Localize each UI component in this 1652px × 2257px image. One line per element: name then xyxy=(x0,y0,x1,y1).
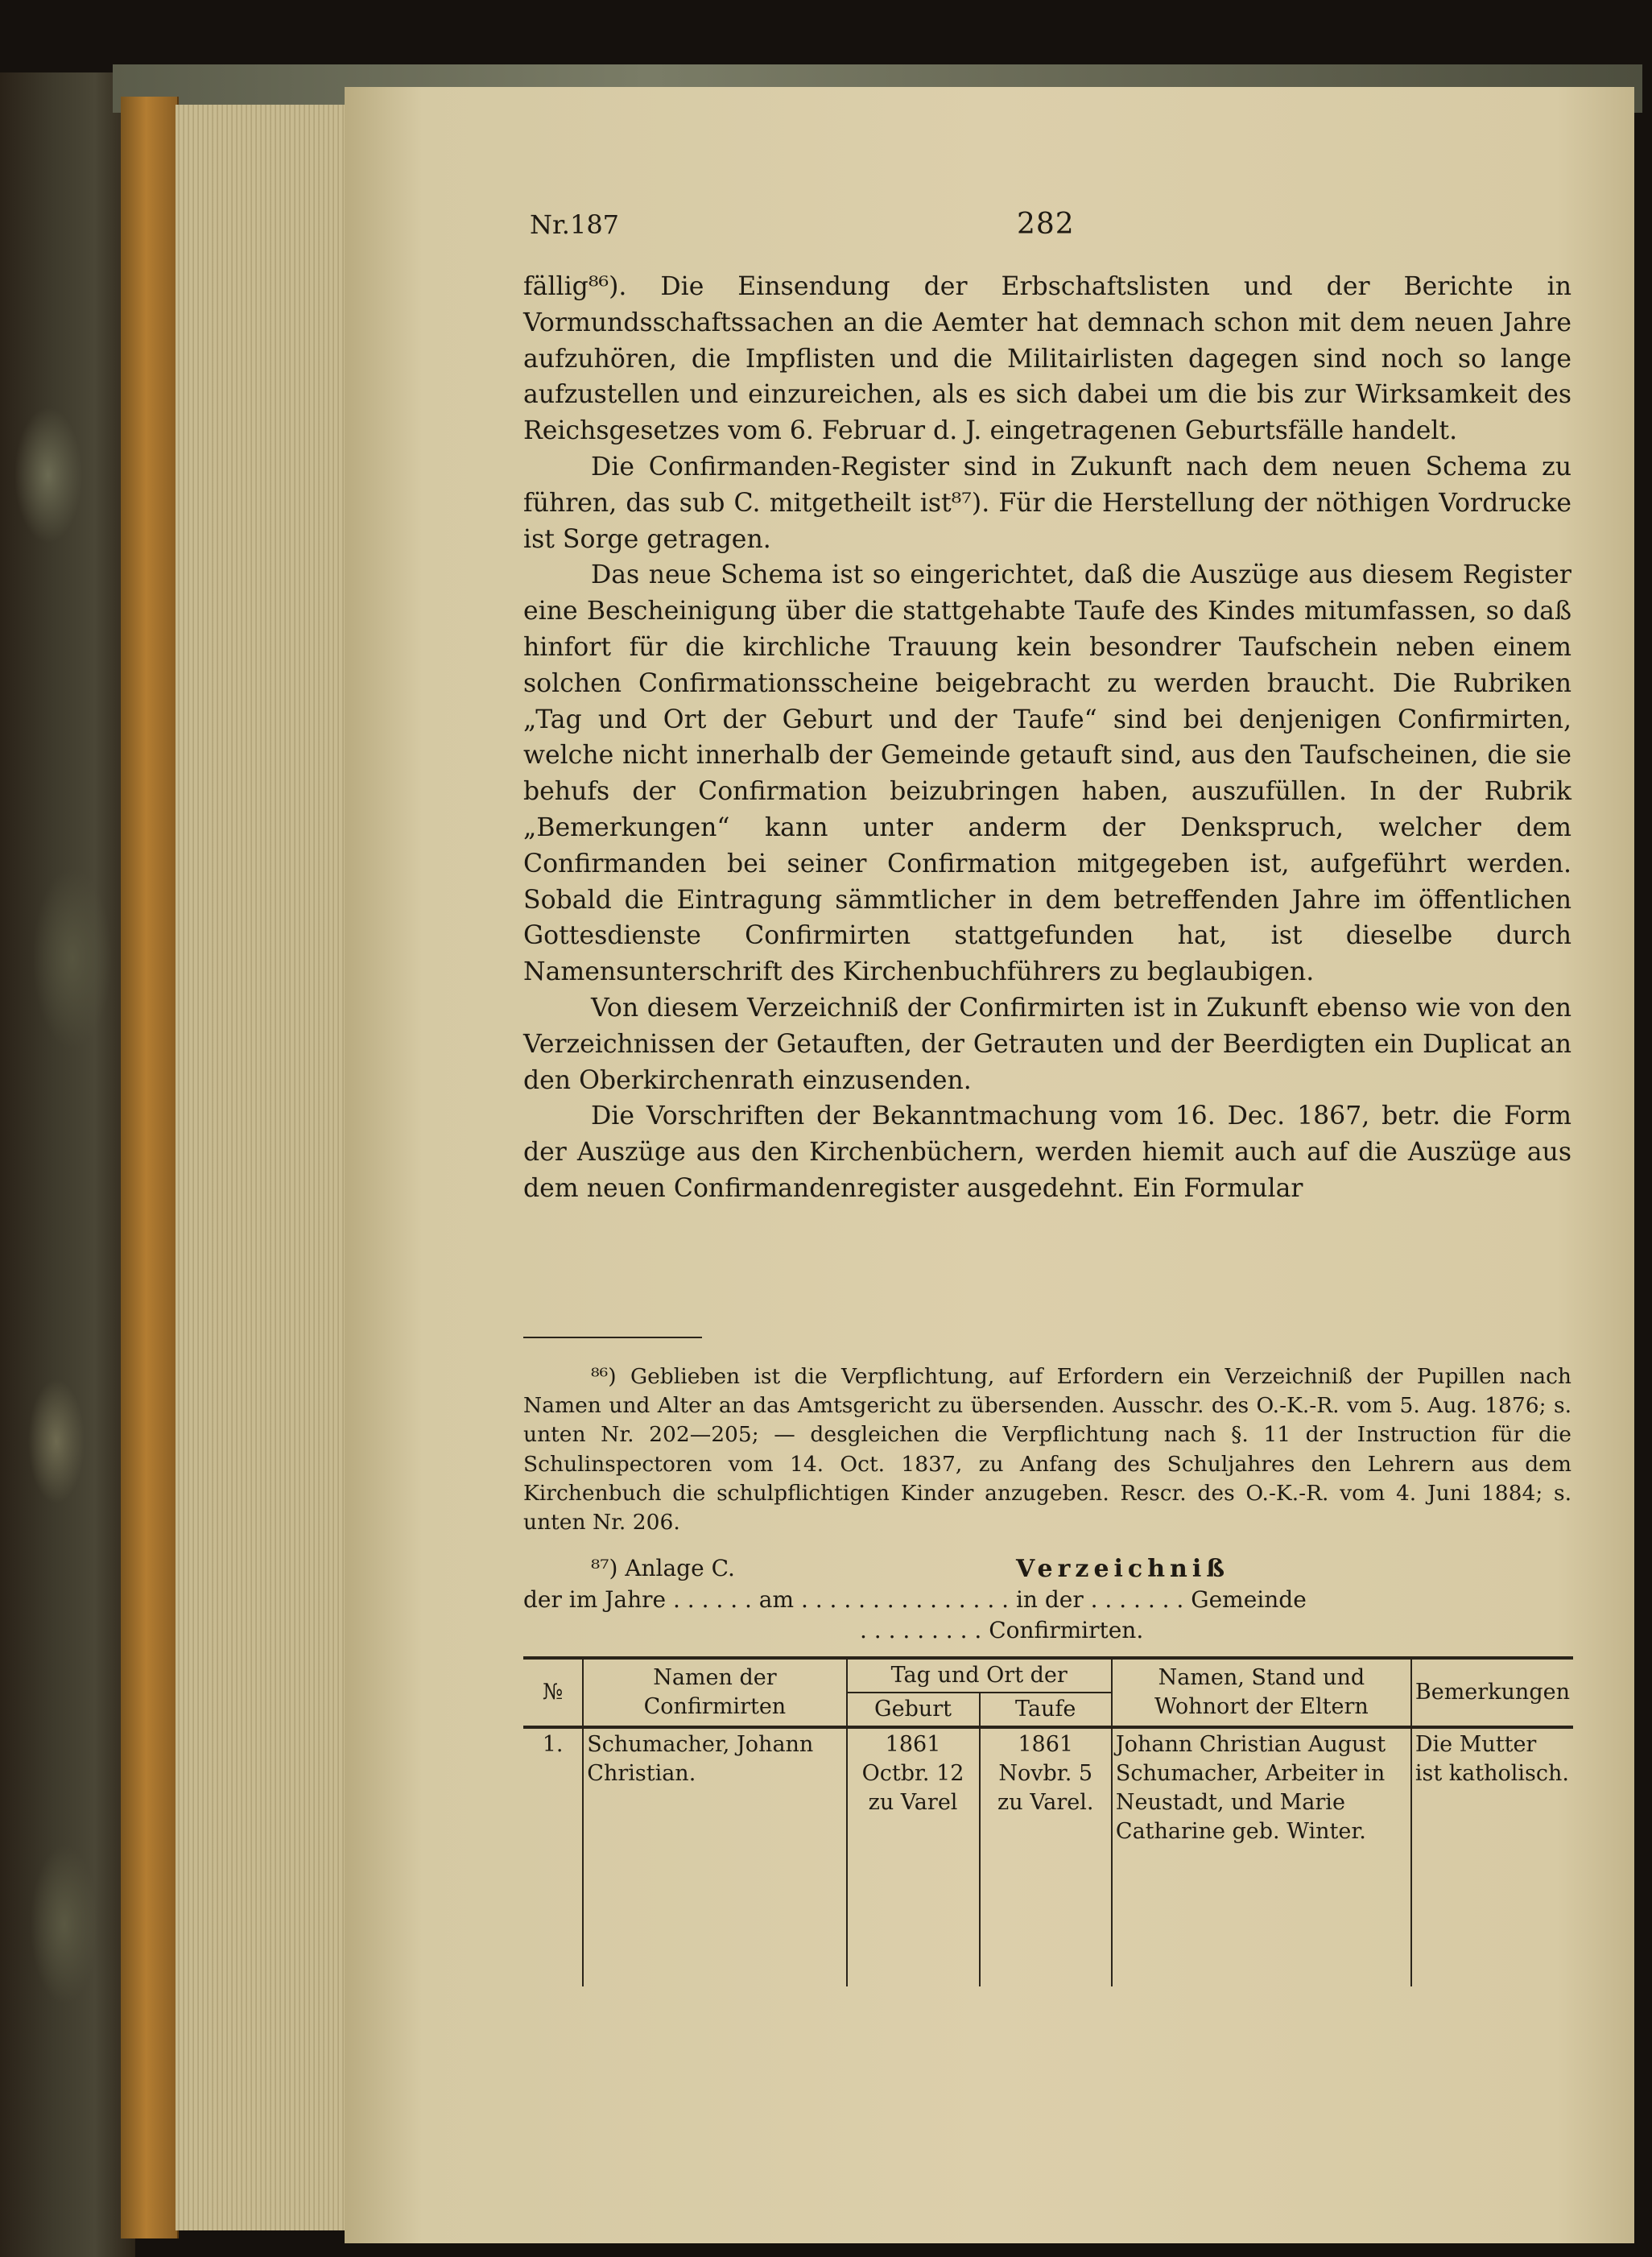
cell-number: 1. xyxy=(523,1727,583,1986)
verzeichnis-line-1: der im Jahre . . . . . . am . . . . . . . . . . . . . . . in der . . . . . . . Gemeinde xyxy=(523,1586,1307,1613)
cell-name: Schumacher, Johann Christian. xyxy=(583,1727,846,1986)
cell-eltern: Johann Christian August Schumacher, Arbeiter in Neustadt, und Marie Catharine geb. Winter. xyxy=(1112,1727,1411,1986)
col-header-bemerkungen: Bemerkungen xyxy=(1411,1658,1573,1727)
col-header-tag-ort: Tag und Ort der xyxy=(847,1658,1112,1693)
cell-geburt: 1861 Octbr. 12 zu Varel xyxy=(847,1727,980,1986)
paragraph: Das neue Schema ist so eingerichtet, daß die Auszüge aus diesem Register eine Bescheinigung über die stattgehabte Taufe des Kindes mitumfassen, so daß hinfort für die kirchliche Trauung kein besondrer Taufschein neben einem solchen Confirmationsscheine beigebracht zu werden braucht. Die Rubriken „Tag und Ort der Geburt und der Taufe“ sind bei denjenigen Confirmirten, welche nicht innerhalb der Gemeinde getauft sind, aus den Taufscheinen, die sie behufs der Confirmation beizubringen haben, auszufüllen. In der Rubrik „Bemerkungen“ kann unter anderm der Denkspruch, welcher dem Confirmanden bei seiner Confirmation mitgegeben ist, aufgeführt werden. Sobald die Eintragung sämmtlicher in dem betreffenden Jahre im öffentlichen Gottesdienste Confirmirten stattgefunden hat, ist dieselbe durch Namensunterschrift des Kirchenbuchführers zu beglaubigen. xyxy=(523,560,1571,987)
marbled-edge-left xyxy=(0,72,135,2257)
book-page xyxy=(345,87,1634,2243)
book-spine xyxy=(121,97,179,2238)
footnote-text: ⁸⁶) Geblieben ist die Verpflichtung, auf Erfordern ein Verzeichniß der Pupillen nach Namen und Alter an das Amtsgericht zu übersenden. Ausschr. des O.-K.-R. vom 5. Aug. 1876; s. unten Nr. 202—205; — desgleichen die Verpflichtung nach §. 11 der Instruction für die Schulinspectoren vom 14. Oct. 1837, zu Anfang des Schuljahres den Lehrern aus dem Kirchenbuch die schulpflichtigen Kinder anzugeben. Rescr. des O.-K.-R. vom 4. Juni 1884; s. unten Nr. 206. xyxy=(523,1364,1571,1536)
paragraph: Von diesem Verzeichniß der Confirmirten ist in Zukunft ebenso wie von den Verzeichnissen der Getauften, der Getrauten und der Beerdigten ein Duplicat an den Oberkirchenrath einzusenden. xyxy=(523,993,1571,1095)
page-stack xyxy=(176,105,345,2230)
confirmanden-table xyxy=(523,1656,1573,1986)
body-text xyxy=(523,269,1571,1207)
page-section-number: Nr.187 xyxy=(530,209,620,240)
col-header-taufe: Taufe xyxy=(980,1693,1112,1727)
footnote-divider xyxy=(523,1337,702,1338)
col-header-number: № xyxy=(523,1658,583,1727)
col-header-name: Namen der Confirmirten xyxy=(583,1658,846,1727)
verzeichnis-line-2: . . . . . . . . . Confirmirten. xyxy=(860,1617,1144,1643)
anlage-label: ⁸⁷) Anlage C. xyxy=(591,1555,735,1581)
paragraph: Die Vorschriften der Bekanntmachung vom 16. Dec. 1867, betr. die Form der Auszüge aus den Kirchenbüchern, werden hiemit auch auf die Auszüge aus dem neuen Confirmandenregister ausgedehnt. Ein Formular xyxy=(523,1102,1571,1203)
verzeichnis-title: Verzeichniß xyxy=(1016,1555,1230,1583)
col-header-eltern: Namen, Stand und Wohnort der Eltern xyxy=(1112,1658,1411,1727)
col-header-geburt: Geburt xyxy=(847,1693,980,1727)
cell-taufe: 1861 Novbr. 5 zu Varel. xyxy=(980,1727,1112,1986)
cell-bemerkungen: Die Mutter ist katholisch. xyxy=(1411,1727,1573,1986)
footnote-86 xyxy=(523,1362,1571,1537)
page-number: 282 xyxy=(1017,208,1075,241)
table-row xyxy=(523,1727,1573,1986)
paragraph: fällig⁸⁶). Die Einsendung der Erbschaftslisten und der Berichte in Vormundsschaftssachen an die Aemter hat demnach schon mit dem neuen Jahre aufzuhören, die Impflisten und die Militairlisten dagegen sind noch so lange aufzustellen und einzureichen, als es sich dabei um die bis zur Wirksamkeit des Reichsgesetzes vom 6. Februar d. J. eingetragenen Geburtsfälle handelt. xyxy=(523,272,1571,446)
paragraph: Die Confirmanden-Register sind in Zukunft nach dem neuen Schema zu führen, das sub C. mitgetheilt ist⁸⁷). Für die Herstellung der nöthigen Vordrucke ist Sorge getragen. xyxy=(523,452,1571,554)
